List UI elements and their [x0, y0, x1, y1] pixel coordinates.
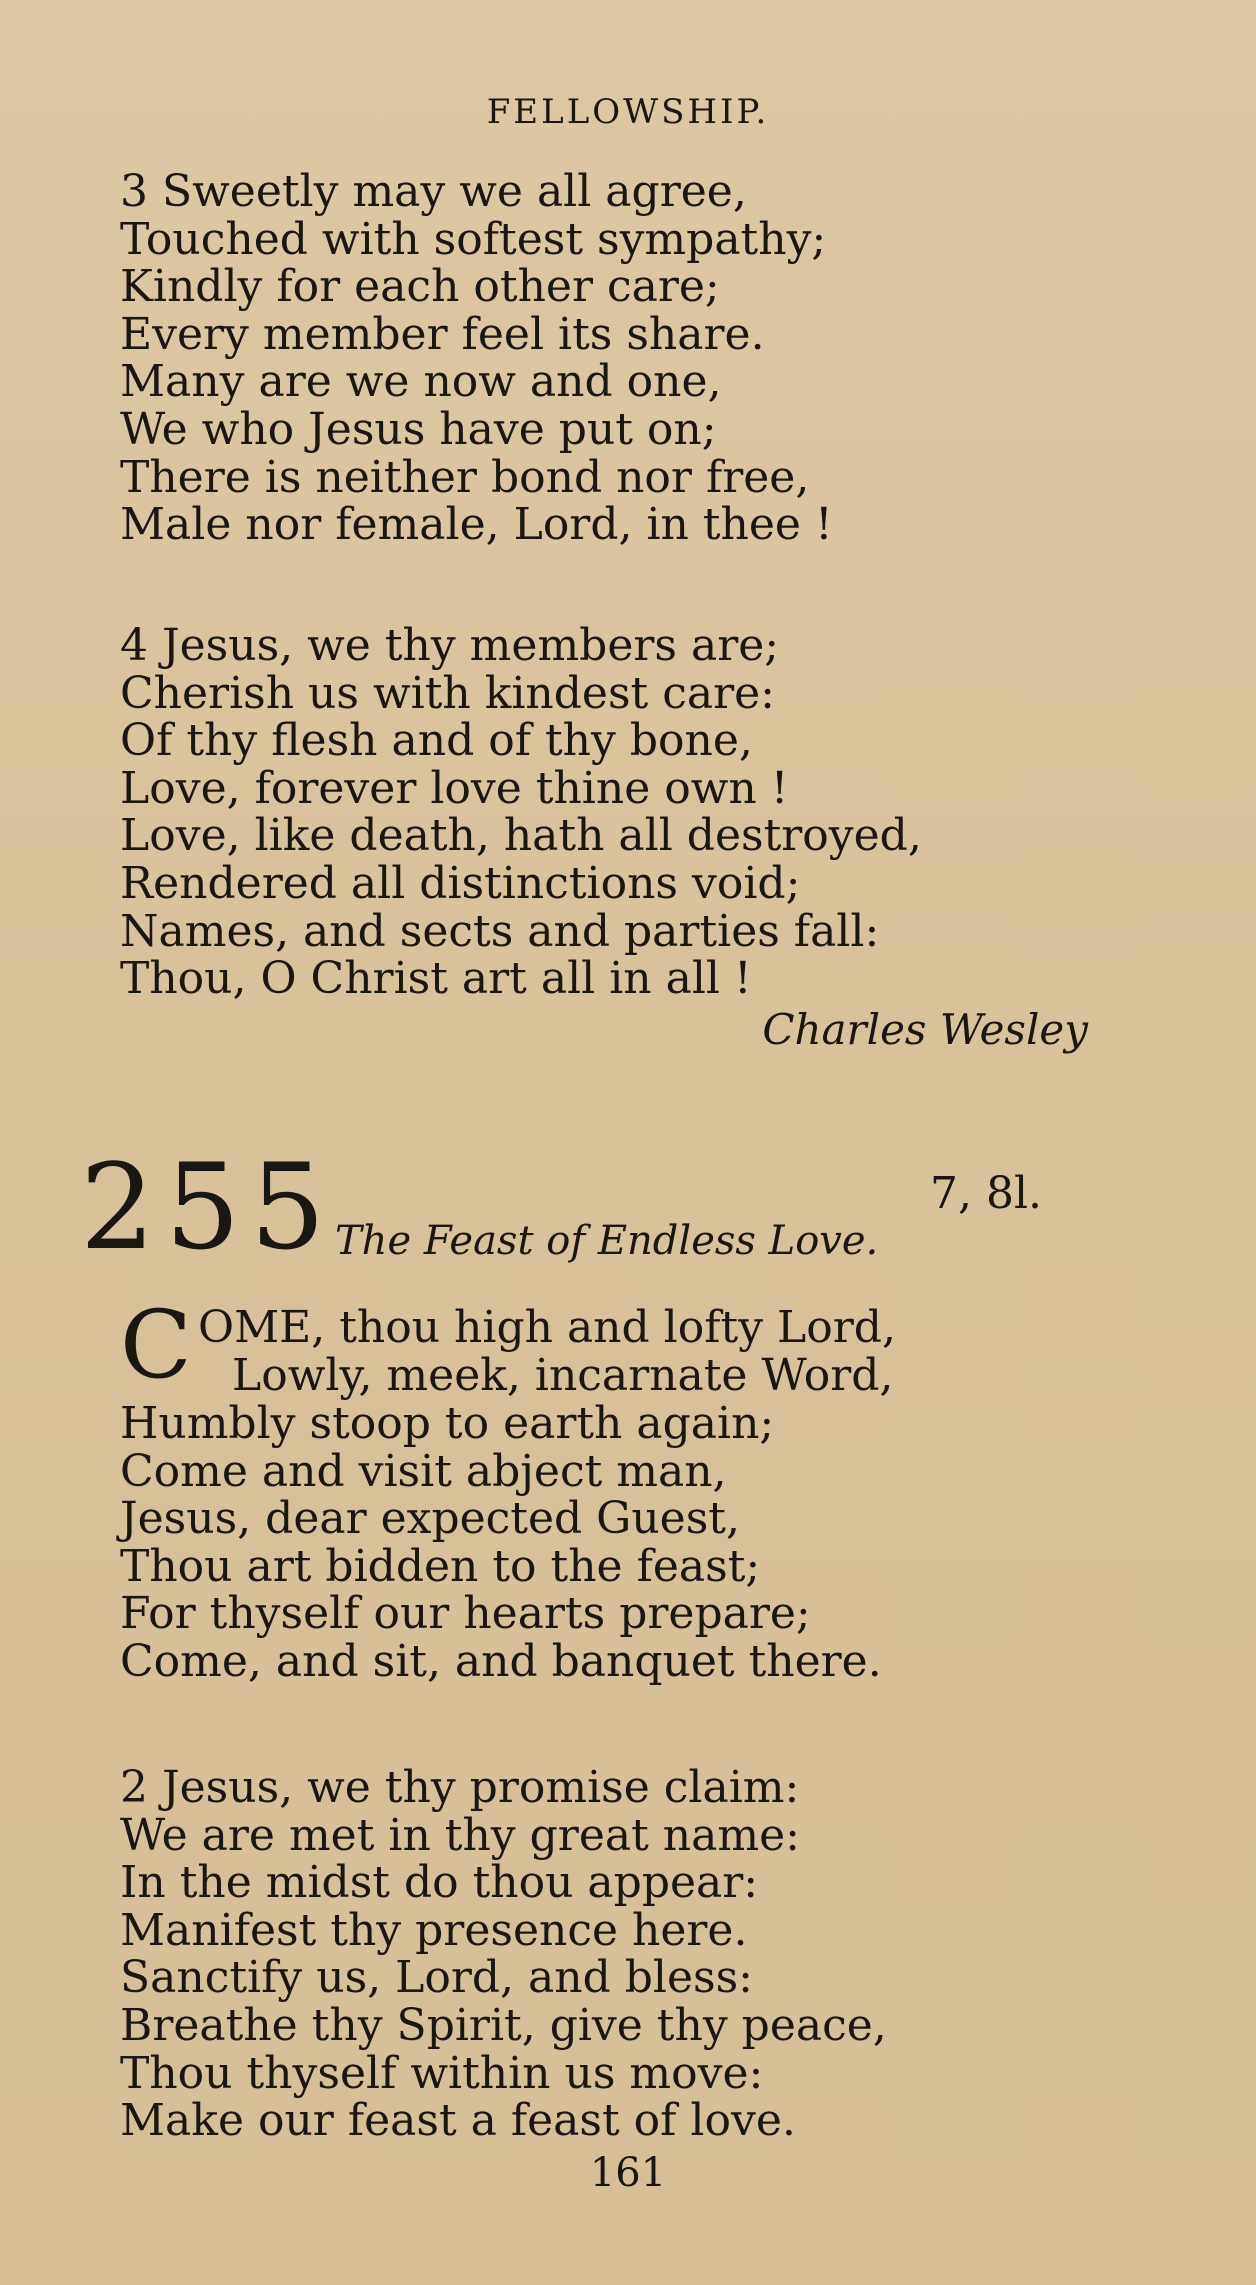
verse-line: Come and visit abject man,: [120, 1445, 727, 1497]
verse-line: There is neither bond nor free,: [120, 451, 810, 503]
verse-line: Names, and sects and parties fall:: [120, 905, 880, 957]
hymn-meter: 7, 8l.: [930, 1168, 1043, 1219]
running-head: FELLOWSHIP.: [486, 92, 770, 132]
verse-line: Love, like death, hath all destroyed,: [120, 810, 922, 862]
verse-line: Breathe thy Spirit, give thy peace,: [120, 1999, 887, 2051]
verse-line: Make our feast a feast of love.: [120, 2095, 796, 2147]
stanza-3: [120, 168, 833, 549]
verse-line: 2 Jesus, we thy promise claim:: [120, 1762, 800, 1813]
verse-line: In the midst do thou appear:: [120, 1857, 759, 1909]
verse-line: Every member feel its share.: [120, 308, 765, 360]
verse-line: Lowly, meek, incarnate Word,: [232, 1350, 894, 1401]
verse-line: Thou art bidden to the feast;: [120, 1540, 761, 1592]
verse-line: We who Jesus have put on;: [120, 403, 717, 455]
verse-line: OME, thou high and lofty Lord,: [198, 1302, 896, 1353]
verse-line: Come, and sit, and banquet there.: [120, 1635, 882, 1687]
page-number: 161: [589, 2150, 667, 2196]
stanza-1-continued: [120, 1400, 882, 1686]
verse-line: Thou, O Christ art all in all !: [120, 953, 752, 1005]
verse-line: For thyself our hearts prepare;: [120, 1588, 811, 1640]
verse-line: Touched with softest sympathy;: [120, 213, 827, 265]
verse-line: Many are we now and one,: [120, 356, 722, 408]
verse-line: Cherish us with kindest care:: [120, 667, 775, 719]
verse-line: Thou thyself within us move:: [120, 2047, 764, 2099]
verse-line: Male nor female, Lord, in thee !: [120, 499, 833, 551]
verse-line: Humbly stoop to earth again;: [120, 1398, 775, 1449]
drop-cap: C: [120, 1291, 192, 1400]
verse-line: Manifest thy presence here.: [120, 1904, 748, 1956]
stanza-4: [120, 622, 922, 1003]
author-attribution: Charles Wesley: [762, 1005, 1088, 1054]
verse-line: 4 Jesus, we thy members are;: [120, 620, 780, 671]
verse-line: 3 Sweetly may we all agree,: [120, 166, 747, 217]
verse-line: Sanctify us, Lord, and bless:: [120, 1952, 753, 2004]
verse-line: Rendered all distinctions void;: [120, 857, 801, 909]
hymn-title: The Feast of Endless Love.: [335, 1218, 879, 1264]
stanza-2: [120, 1764, 887, 2145]
verse-line: Kindly for each other care;: [120, 261, 720, 313]
hymn-number: 255: [80, 1138, 336, 1276]
verse-line: Love, forever love thine own !: [120, 762, 789, 814]
verse-line: Jesus, dear expected Guest,: [120, 1493, 740, 1545]
verse-line: Of thy flesh and of thy bone,: [120, 715, 753, 767]
verse-line: We are met in thy great name:: [120, 1809, 800, 1861]
